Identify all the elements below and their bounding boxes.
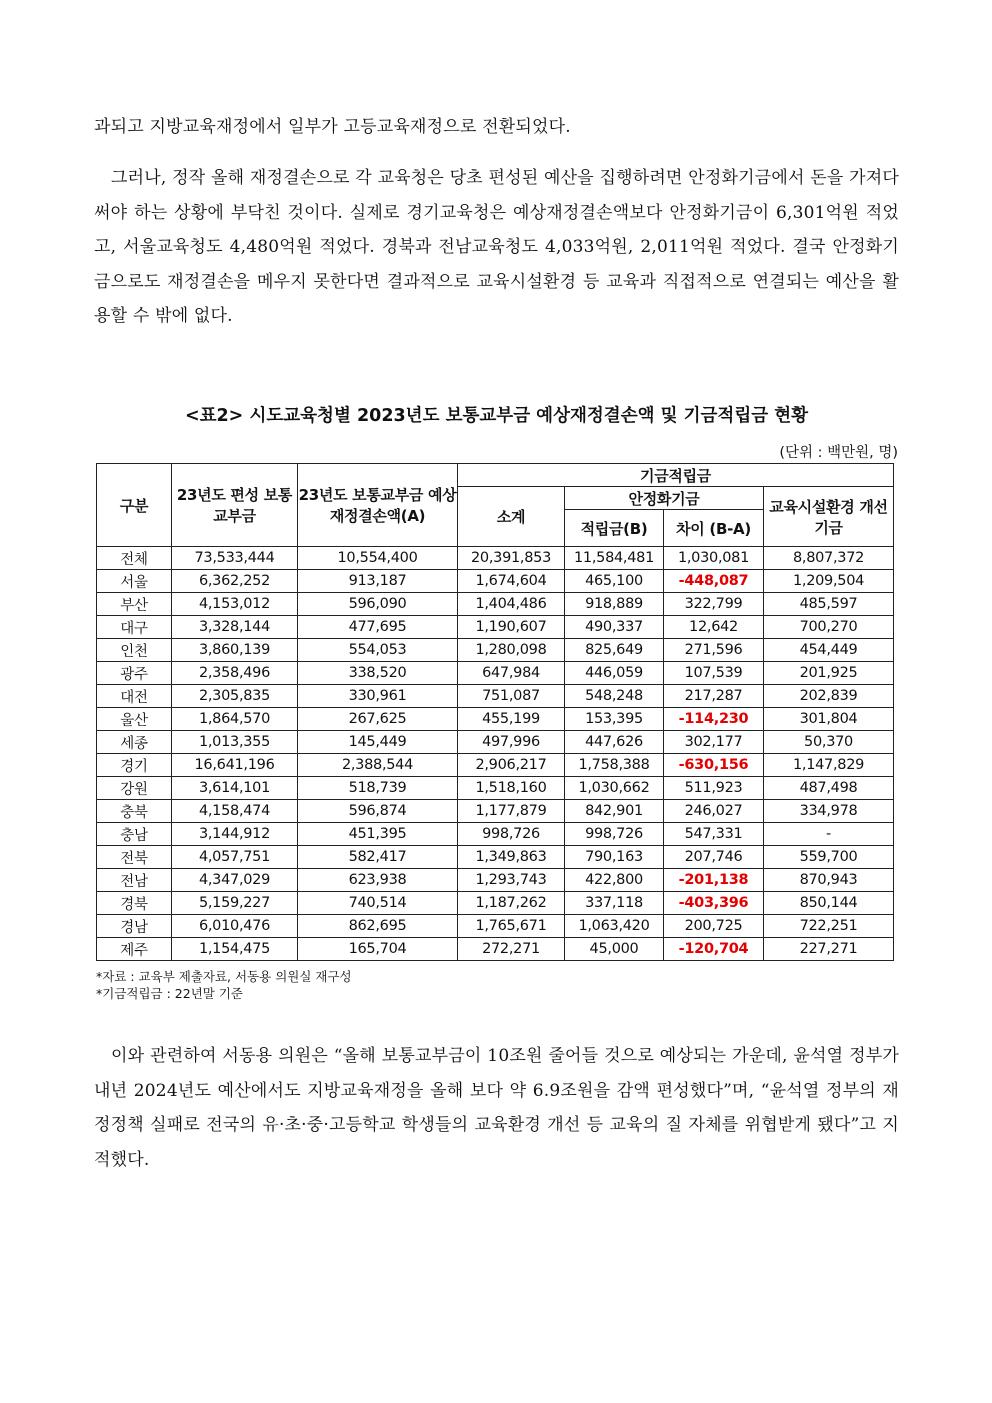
table-row bbox=[97, 846, 894, 869]
cell-reserve: 11,584,481 bbox=[565, 547, 664, 570]
paragraph-1: 과되고 지방교육재정에서 일부가 고등교육재정으로 전환되었다. bbox=[94, 117, 571, 137]
cell-facility: 722,251 bbox=[764, 915, 894, 938]
cell-subtotal: 751,087 bbox=[458, 685, 565, 708]
cell-reserve: 1,030,662 bbox=[565, 777, 664, 800]
cell-budget: 5,159,227 bbox=[172, 892, 298, 915]
cell-facility: 227,271 bbox=[764, 938, 894, 961]
cell-deficit: 477,695 bbox=[298, 616, 458, 639]
cell-region: 인천 bbox=[97, 639, 172, 662]
cell-diff: 207,746 bbox=[664, 846, 764, 869]
cell-region: 광주 bbox=[97, 662, 172, 685]
cell-subtotal: 1,349,863 bbox=[458, 846, 565, 869]
cell-deficit: 2,388,544 bbox=[298, 754, 458, 777]
table-row bbox=[97, 823, 894, 846]
cell-subtotal: 497,996 bbox=[458, 731, 565, 754]
cell-deficit: 145,449 bbox=[298, 731, 458, 754]
cell-diff: 302,177 bbox=[664, 731, 764, 754]
cell-reserve: 465,100 bbox=[565, 570, 664, 593]
cell-facility: 700,270 bbox=[764, 616, 894, 639]
header-region: 구분 bbox=[97, 464, 172, 547]
cell-subtotal: 1,190,607 bbox=[458, 616, 565, 639]
cell-deficit: 451,395 bbox=[298, 823, 458, 846]
cell-region: 강원 bbox=[97, 777, 172, 800]
cell-facility: 485,597 bbox=[764, 593, 894, 616]
cell-facility: 1,147,829 bbox=[764, 754, 894, 777]
table-row bbox=[97, 662, 894, 685]
table-row bbox=[97, 938, 894, 961]
cell-subtotal: 998,726 bbox=[458, 823, 565, 846]
cell-diff: -630,156 bbox=[664, 754, 764, 777]
cell-budget: 6,362,252 bbox=[172, 570, 298, 593]
cell-deficit: 623,938 bbox=[298, 869, 458, 892]
header-diff: 차이 (B-A) bbox=[664, 510, 764, 547]
cell-deficit: 165,704 bbox=[298, 938, 458, 961]
header-deficit: 23년도 보통교부금 예상재정결손액(A) bbox=[298, 464, 458, 547]
cell-budget: 4,153,012 bbox=[172, 593, 298, 616]
cell-subtotal: 1,187,262 bbox=[458, 892, 565, 915]
cell-facility: 202,839 bbox=[764, 685, 894, 708]
table-row bbox=[97, 639, 894, 662]
cell-reserve: 337,118 bbox=[565, 892, 664, 915]
paragraph-2: 그러나, 정작 올해 재정결손으로 각 교육청은 당초 편성된 예산을 집행하려면 안정화기금에서 돈을 가져다 써야 하는 상황에 부닥친 것이다. 실제로 경기교육청은 예상재정결손액보다 안정화기금이 6,301억원 적었고, 서울교육청도 4,480억원 적었다. 경북과 전남교육청도 4,033억원, 2,011억원 적었다. 결국 안정화기금으로도 재정결손을 메우지 못한다면 결과적으로 교육시설환경 등 교육과 직접적으로 연결되는 예산을 활용할 수 밖에 없다. bbox=[94, 168, 899, 326]
cell-subtotal: 1,765,671 bbox=[458, 915, 565, 938]
cell-diff: 217,287 bbox=[664, 685, 764, 708]
cell-diff: 511,923 bbox=[664, 777, 764, 800]
table-row bbox=[97, 685, 894, 708]
cell-diff: -403,396 bbox=[664, 892, 764, 915]
header-subtotal: 소계 bbox=[458, 487, 565, 547]
cell-diff: 271,596 bbox=[664, 639, 764, 662]
table-row bbox=[97, 593, 894, 616]
cell-region: 전체 bbox=[97, 547, 172, 570]
cell-deficit: 596,090 bbox=[298, 593, 458, 616]
paragraph-3: 이와 관련하여 서동용 의원은 “올해 보통교부금이 10조원 줄어들 것으로 예상되는 가운데, 윤석열 정부가 내년 2024년도 예산에서도 지방교육재정을 올해 보다 약 6.9조원을 감액 편성했다”며, “윤석열 정부의 재정정책 실패로 전국의 유·초·중·고등학교 학생들의 교육환경 개선 등 교육의 질 자체를 위협받게 됐다”고 지적했다. bbox=[94, 1046, 899, 1170]
cell-budget: 1,013,355 bbox=[172, 731, 298, 754]
cell-deficit: 596,874 bbox=[298, 800, 458, 823]
cell-facility: 454,449 bbox=[764, 639, 894, 662]
cell-region: 경북 bbox=[97, 892, 172, 915]
cell-subtotal: 20,391,853 bbox=[458, 547, 565, 570]
cell-deficit: 554,053 bbox=[298, 639, 458, 662]
cell-deficit: 862,695 bbox=[298, 915, 458, 938]
cell-region: 경남 bbox=[97, 915, 172, 938]
cell-diff: 547,331 bbox=[664, 823, 764, 846]
cell-region: 충남 bbox=[97, 823, 172, 846]
table-unit: (단위 : 백만원, 명) bbox=[779, 445, 898, 461]
cell-region: 충북 bbox=[97, 800, 172, 823]
cell-region: 대전 bbox=[97, 685, 172, 708]
cell-deficit: 10,554,400 bbox=[298, 547, 458, 570]
table-row bbox=[97, 547, 894, 570]
cell-diff: -201,138 bbox=[664, 869, 764, 892]
cell-budget: 2,358,496 bbox=[172, 662, 298, 685]
cell-subtotal: 1,404,486 bbox=[458, 593, 565, 616]
cell-facility: 559,700 bbox=[764, 846, 894, 869]
cell-diff: 246,027 bbox=[664, 800, 764, 823]
cell-facility: 1,209,504 bbox=[764, 570, 894, 593]
note-line: *자료 : 교육부 제출자료, 서동용 의원실 재구성 bbox=[96, 969, 352, 984]
cell-budget: 1,864,570 bbox=[172, 708, 298, 731]
table-row bbox=[97, 915, 894, 938]
cell-budget: 3,144,912 bbox=[172, 823, 298, 846]
cell-region: 제주 bbox=[97, 938, 172, 961]
cell-subtotal: 1,280,098 bbox=[458, 639, 565, 662]
header-budget: 23년도 편성 보통교부금 bbox=[172, 464, 298, 547]
cell-facility: 8,807,372 bbox=[764, 547, 894, 570]
cell-subtotal: 455,199 bbox=[458, 708, 565, 731]
cell-deficit: 267,625 bbox=[298, 708, 458, 731]
cell-subtotal: 2,906,217 bbox=[458, 754, 565, 777]
cell-diff: -114,230 bbox=[664, 708, 764, 731]
cell-deficit: 518,739 bbox=[298, 777, 458, 800]
cell-budget: 16,641,196 bbox=[172, 754, 298, 777]
cell-facility: 487,498 bbox=[764, 777, 894, 800]
cell-reserve: 918,889 bbox=[565, 593, 664, 616]
table-row bbox=[97, 731, 894, 754]
cell-facility: 870,943 bbox=[764, 869, 894, 892]
cell-subtotal: 272,271 bbox=[458, 938, 565, 961]
cell-budget: 73,533,444 bbox=[172, 547, 298, 570]
cell-reserve: 1,063,420 bbox=[565, 915, 664, 938]
cell-reserve: 153,395 bbox=[565, 708, 664, 731]
table-row bbox=[97, 800, 894, 823]
header-facility: 교육시설환경 개선기금 bbox=[764, 487, 894, 547]
table-row bbox=[97, 754, 894, 777]
cell-diff: -120,704 bbox=[664, 938, 764, 961]
cell-reserve: 790,163 bbox=[565, 846, 664, 869]
cell-region: 세종 bbox=[97, 731, 172, 754]
table-row bbox=[97, 570, 894, 593]
table-notes bbox=[96, 968, 352, 1002]
header-fund: 기금적립금 bbox=[458, 464, 894, 487]
cell-region: 대구 bbox=[97, 616, 172, 639]
note-line: *기금적립금 : 22년말 기준 bbox=[96, 986, 243, 1001]
cell-diff: 1,030,081 bbox=[664, 547, 764, 570]
cell-reserve: 447,626 bbox=[565, 731, 664, 754]
cell-reserve: 1,758,388 bbox=[565, 754, 664, 777]
table-row bbox=[97, 616, 894, 639]
cell-deficit: 582,417 bbox=[298, 846, 458, 869]
table-row bbox=[97, 777, 894, 800]
cell-budget: 2,305,835 bbox=[172, 685, 298, 708]
header-reserve: 적립금(B) bbox=[565, 510, 664, 547]
cell-reserve: 842,901 bbox=[565, 800, 664, 823]
cell-diff: -448,087 bbox=[664, 570, 764, 593]
table-row bbox=[97, 869, 894, 892]
cell-region: 부산 bbox=[97, 593, 172, 616]
cell-facility: 850,144 bbox=[764, 892, 894, 915]
cell-subtotal: 1,674,604 bbox=[458, 570, 565, 593]
cell-subtotal: 1,518,160 bbox=[458, 777, 565, 800]
cell-diff: 12,642 bbox=[664, 616, 764, 639]
cell-reserve: 446,059 bbox=[565, 662, 664, 685]
cell-subtotal: 1,177,879 bbox=[458, 800, 565, 823]
cell-region: 서울 bbox=[97, 570, 172, 593]
cell-region: 전북 bbox=[97, 846, 172, 869]
cell-reserve: 548,248 bbox=[565, 685, 664, 708]
cell-reserve: 825,649 bbox=[565, 639, 664, 662]
cell-budget: 4,057,751 bbox=[172, 846, 298, 869]
cell-facility: 301,804 bbox=[764, 708, 894, 731]
cell-reserve: 998,726 bbox=[565, 823, 664, 846]
cell-budget: 3,614,101 bbox=[172, 777, 298, 800]
cell-deficit: 338,520 bbox=[298, 662, 458, 685]
cell-facility: 334,978 bbox=[764, 800, 894, 823]
cell-facility: - bbox=[764, 823, 894, 846]
cell-reserve: 490,337 bbox=[565, 616, 664, 639]
cell-subtotal: 1,293,743 bbox=[458, 869, 565, 892]
cell-subtotal: 647,984 bbox=[458, 662, 565, 685]
cell-reserve: 422,800 bbox=[565, 869, 664, 892]
cell-region: 울산 bbox=[97, 708, 172, 731]
cell-deficit: 913,187 bbox=[298, 570, 458, 593]
cell-deficit: 330,961 bbox=[298, 685, 458, 708]
cell-budget: 3,328,144 bbox=[172, 616, 298, 639]
cell-facility: 201,925 bbox=[764, 662, 894, 685]
cell-budget: 6,010,476 bbox=[172, 915, 298, 938]
cell-facility: 50,370 bbox=[764, 731, 894, 754]
cell-budget: 4,347,029 bbox=[172, 869, 298, 892]
table-row bbox=[97, 892, 894, 915]
cell-budget: 1,154,475 bbox=[172, 938, 298, 961]
table-row bbox=[97, 708, 894, 731]
fund-table bbox=[96, 463, 894, 961]
cell-budget: 3,860,139 bbox=[172, 639, 298, 662]
header-stabilization: 안정화기금 bbox=[565, 487, 764, 510]
table-body bbox=[97, 547, 894, 961]
cell-region: 경기 bbox=[97, 754, 172, 777]
cell-budget: 4,158,474 bbox=[172, 800, 298, 823]
cell-diff: 200,725 bbox=[664, 915, 764, 938]
cell-deficit: 740,514 bbox=[298, 892, 458, 915]
cell-region: 전남 bbox=[97, 869, 172, 892]
cell-diff: 322,799 bbox=[664, 593, 764, 616]
table-caption: <표2> 시도교육청별 2023년도 보통교부금 예상재정결손액 및 기금적립금 현황 bbox=[184, 406, 809, 426]
cell-reserve: 45,000 bbox=[565, 938, 664, 961]
cell-diff: 107,539 bbox=[664, 662, 764, 685]
